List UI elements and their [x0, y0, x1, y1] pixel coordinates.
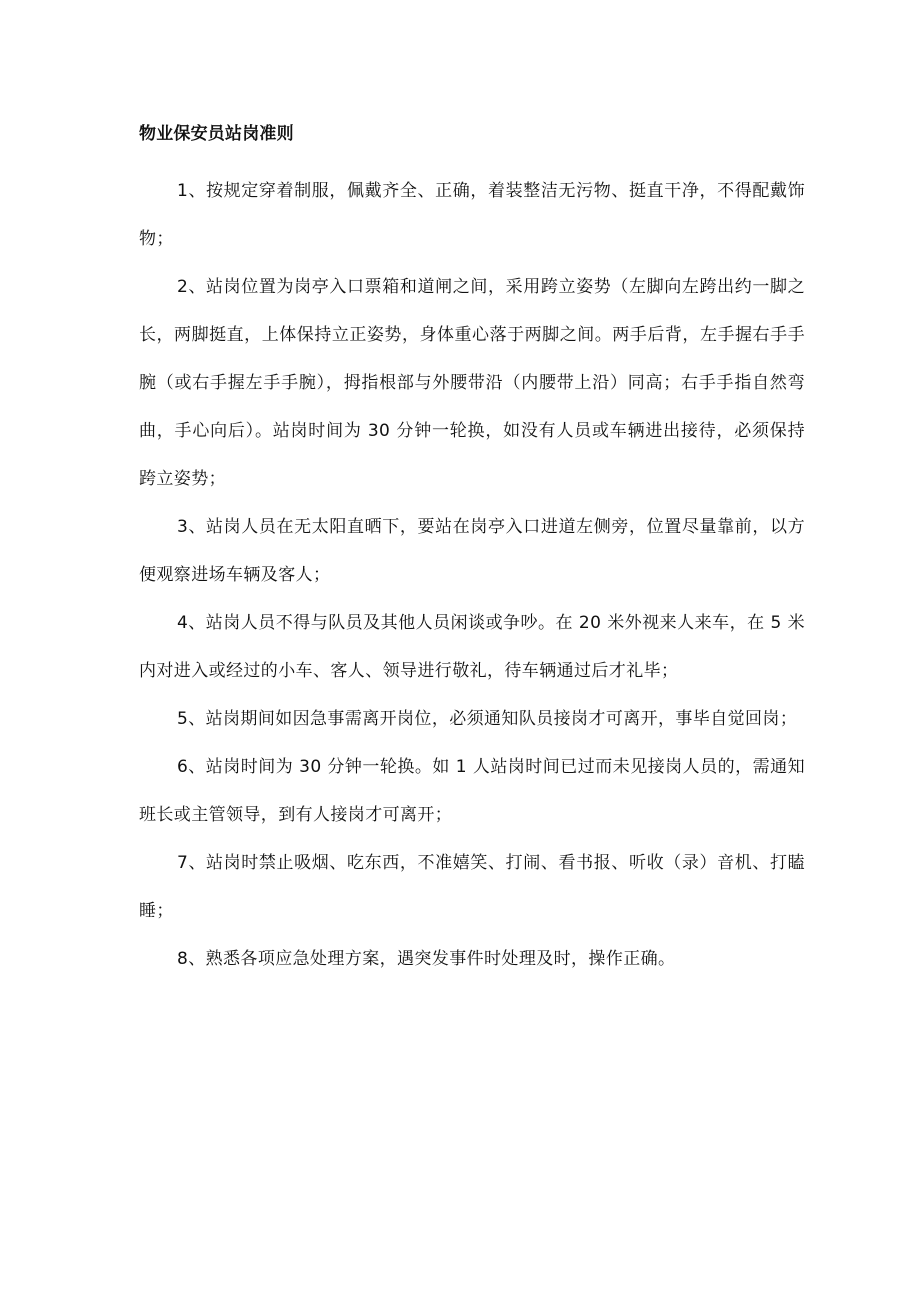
clause-1: 1、按规定穿着制服，佩戴齐全、正确，着装整洁无污物、挺直干净，不得配戴饰物； — [139, 181, 805, 249]
clause-5: 5、站岗期间如因急事需离开岗位，必须通知队员接岗才可离开，事毕自觉回岗； — [177, 709, 798, 729]
clause-2: 2、站岗位置为岗亭入口票箱和道闸之间，采用跨立姿势（左脚向左跨出约一脚之长，两脚挺直，上体保持立正姿势，身体重心落于两脚之间。两手后背，左手握右手手腕（或右手握左手手腕），拇指根部与外腰带沿（内腰带上沿）同高；右手手指自然弯曲，手心向后）。站岗时间为 30 分钟一轮换，如没有人员或车辆进出接待，必须保持跨立姿势； — [139, 277, 805, 489]
clause-8: 8、熟悉各项应急处理方案，遇突发事件时处理及时，操作正确。 — [177, 949, 676, 969]
clause-7: 7、站岗时禁止吸烟、吃东西，不准嬉笑、打闹、看书报、听收（录）音机、打瞌睡； — [139, 853, 805, 921]
clause-3: 3、站岗人员在无太阳直晒下，要站在岗亭入口进道左侧旁，位置尽量靠前，以方便观察进场车辆及客人； — [139, 517, 805, 585]
document-title: 物业保安员站岗准则 — [139, 124, 294, 144]
clause-6: 6、站岗时间为 30 分钟一轮换。如 1 人站岗时间已过而未见接岗人员的，需通知班长或主管领导，到有人接岗才可离开； — [139, 757, 805, 825]
document-body — [139, 122, 805, 983]
clause-4: 4、站岗人员不得与队员及其他人员闲谈或争吵。在 20 米外视来人来车，在 5 米内对进入或经过的小车、客人、领导进行敬礼，待车辆通过后才礼毕； — [139, 613, 805, 681]
